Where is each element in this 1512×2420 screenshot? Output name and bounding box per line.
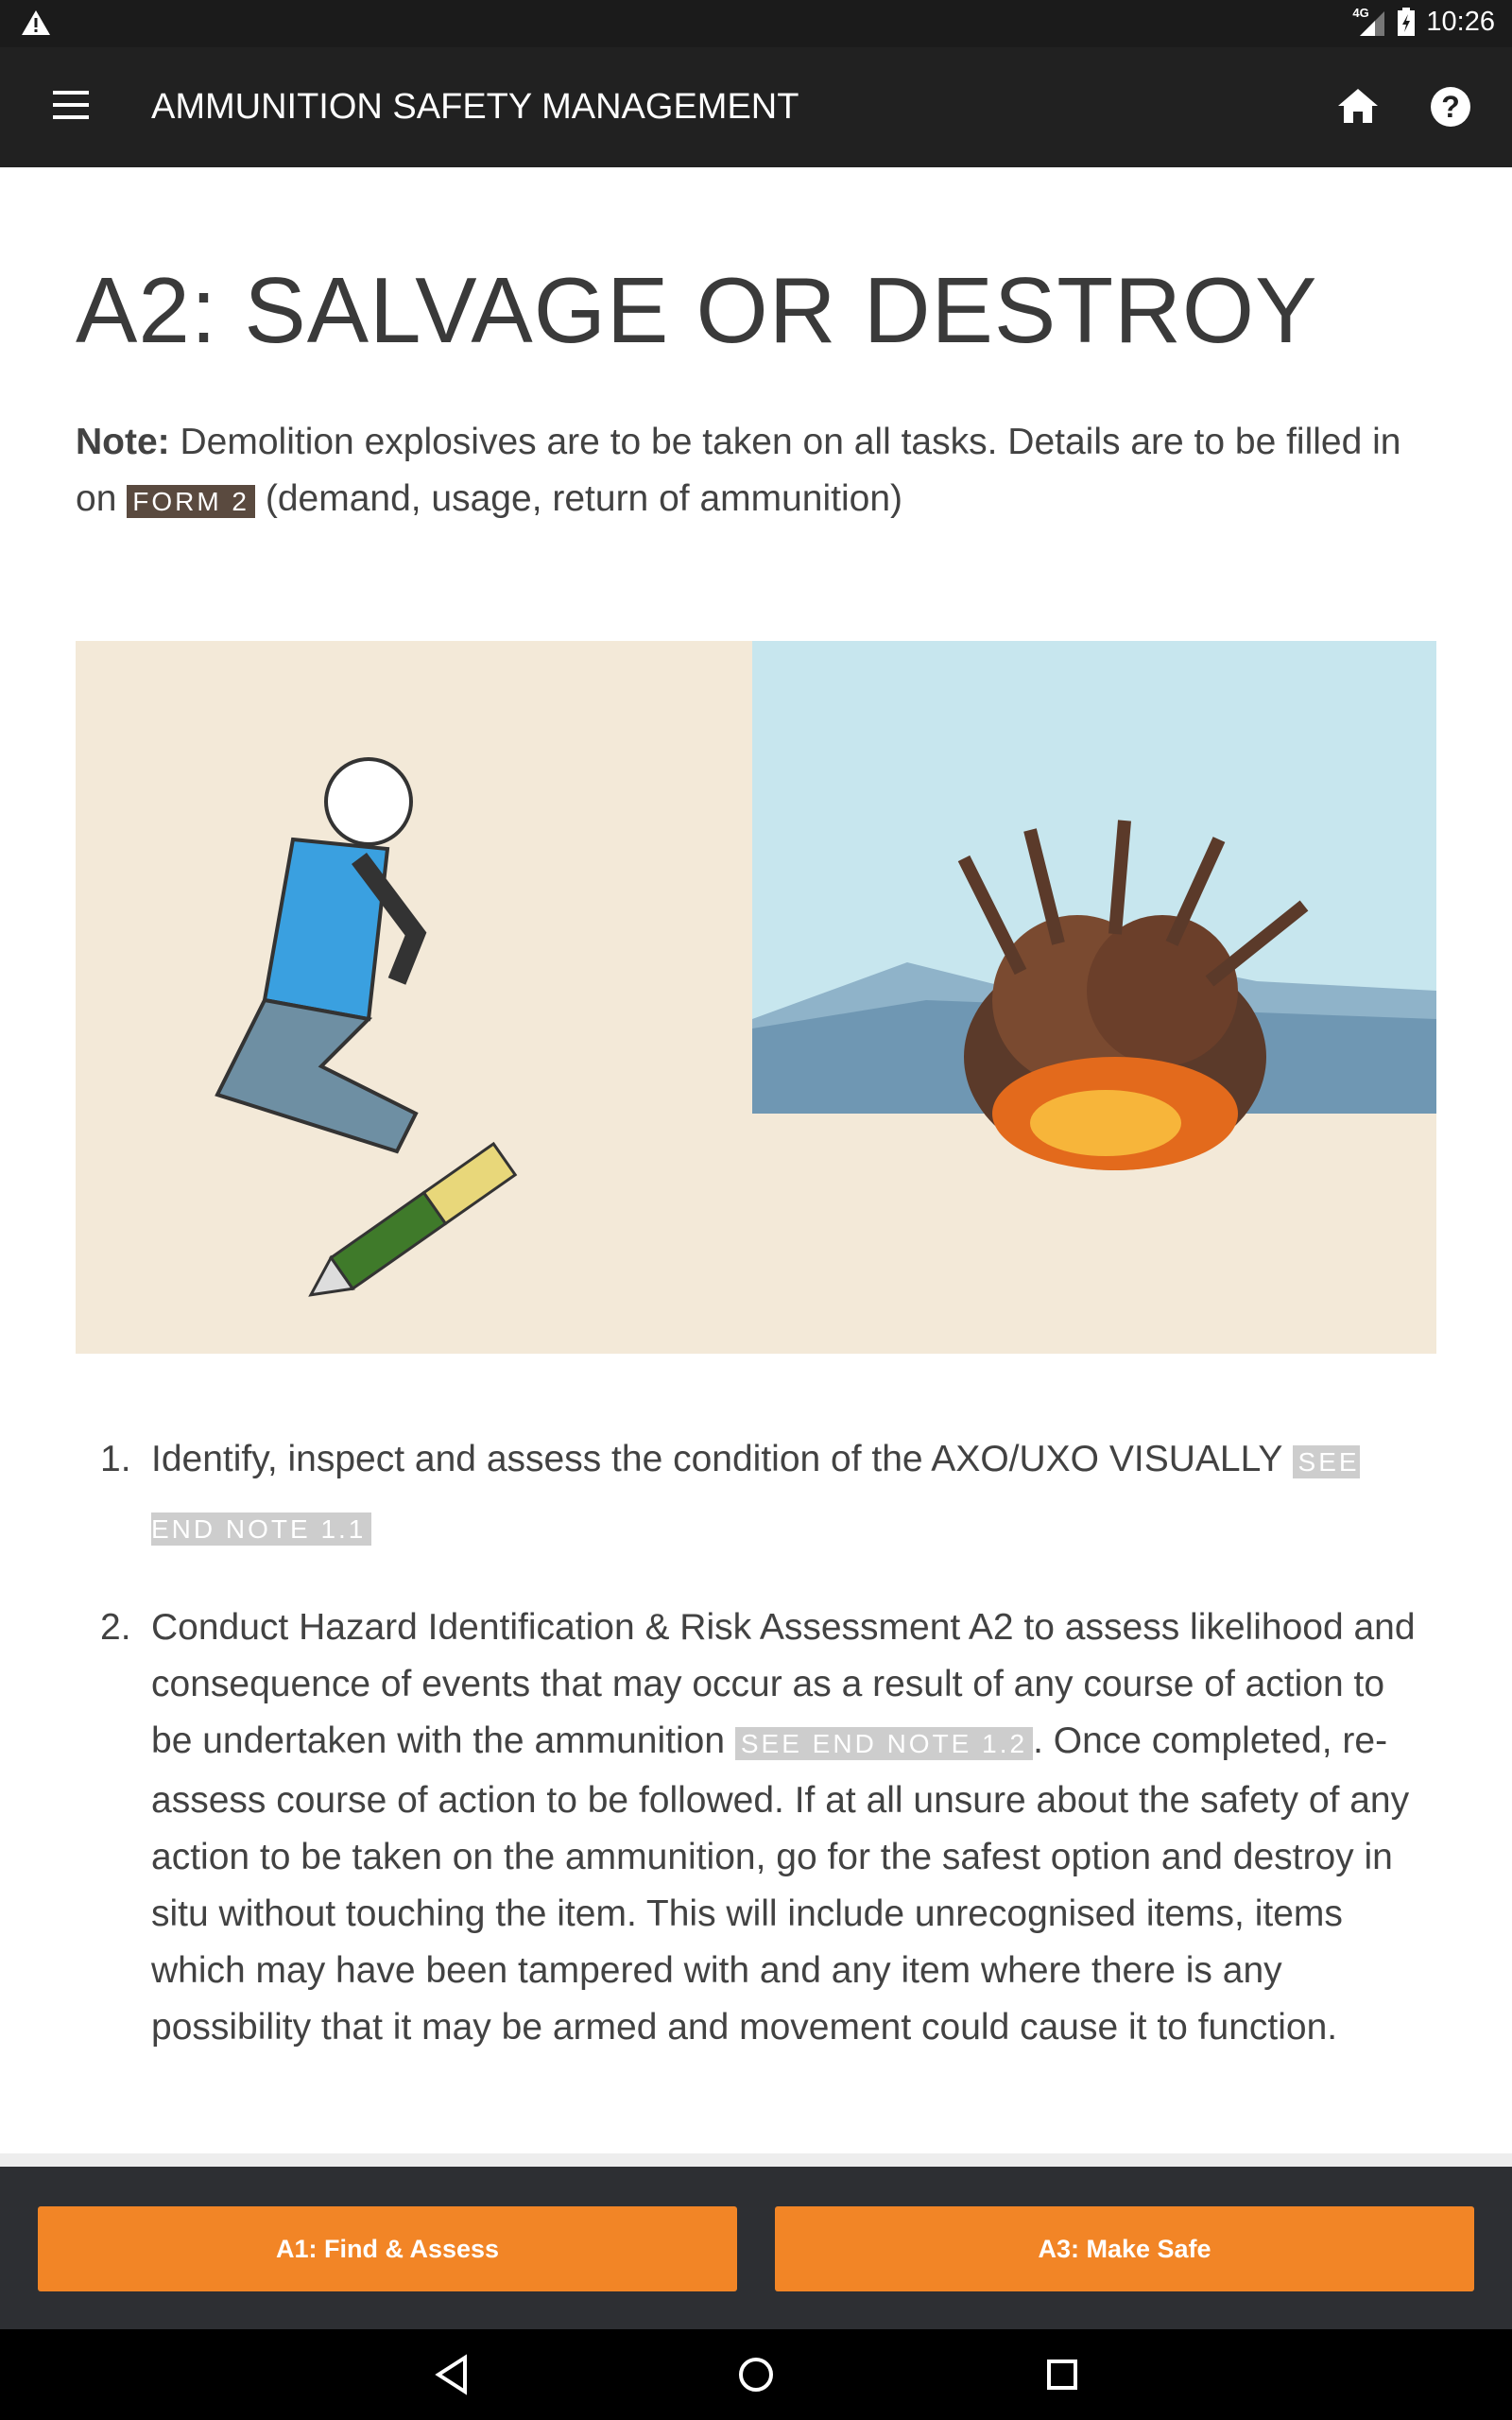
step-number: 2. — [100, 1607, 131, 1648]
clock: 10:26 — [1426, 6, 1495, 37]
signal-icon — [1352, 6, 1386, 38]
note-text: (demand, usage, return of ammunition) — [255, 478, 903, 519]
note-paragraph — [76, 414, 1446, 530]
steps-list — [91, 1427, 1423, 2056]
prev-section-button[interactable]: A1: Find & Assess — [38, 2206, 737, 2291]
home-nav-icon[interactable] — [737, 2354, 775, 2400]
form-tag[interactable]: FORM 2 — [127, 485, 255, 518]
list-item — [91, 1427, 1423, 1562]
back-icon[interactable] — [433, 2354, 471, 2400]
battery-charging-icon — [1398, 8, 1415, 36]
step-number: 1. — [100, 1439, 131, 1479]
menu-icon[interactable] — [53, 91, 96, 125]
warning-icon — [21, 9, 51, 36]
salvage-destroy-illustration — [76, 641, 1436, 1354]
note-label: Note: — [76, 422, 170, 462]
divider — [0, 2153, 1512, 2167]
end-note-link[interactable]: SEE END NOTE 1.2 — [735, 1727, 1033, 1760]
end-note-link[interactable]: SEE END NOTE 1.1 — [151, 1447, 1360, 1544]
step-text: Identify, inspect and assess the condition of the AXO/UXO VISUALLY — [151, 1439, 1293, 1479]
page-title: A2: SALVAGE OR DESTROY — [76, 258, 1318, 362]
network-type: 4G — [1352, 6, 1369, 20]
recents-icon[interactable] — [1043, 2354, 1081, 2400]
home-icon[interactable] — [1336, 85, 1380, 127]
app-title: AMMUNITION SAFETY MANAGEMENT — [151, 87, 799, 127]
step-text: Conduct Hazard Identification & Risk Assessment A2 to assess likelihood and consequence of events that may occur as a result of any course of action to be undertaken with the ammunition — [151, 1607, 1416, 1761]
app-toolbar — [0, 47, 1512, 167]
help-icon[interactable]: ? — [1431, 87, 1470, 127]
list-item — [91, 1599, 1423, 2056]
system-nav-bar — [0, 2329, 1512, 2420]
status-bar — [0, 0, 1512, 47]
bottom-nav-bar — [0, 2167, 1512, 2329]
step-text: . Once completed, re-assess course of action to be followed. If at all unsure about the safety of any action to be taken on the ammunition, go for the safest option and destroy in situ without touching the item. This will include unrecognised items, items which may have been tampered with and any item where there is any possibility that it may be armed and movement could cause it to function. — [151, 1720, 1410, 2048]
next-section-button[interactable]: A3: Make Safe — [775, 2206, 1474, 2291]
note-text: Demolition explosives are to be taken on all tasks. Details are to be filled in on — [76, 422, 1401, 519]
